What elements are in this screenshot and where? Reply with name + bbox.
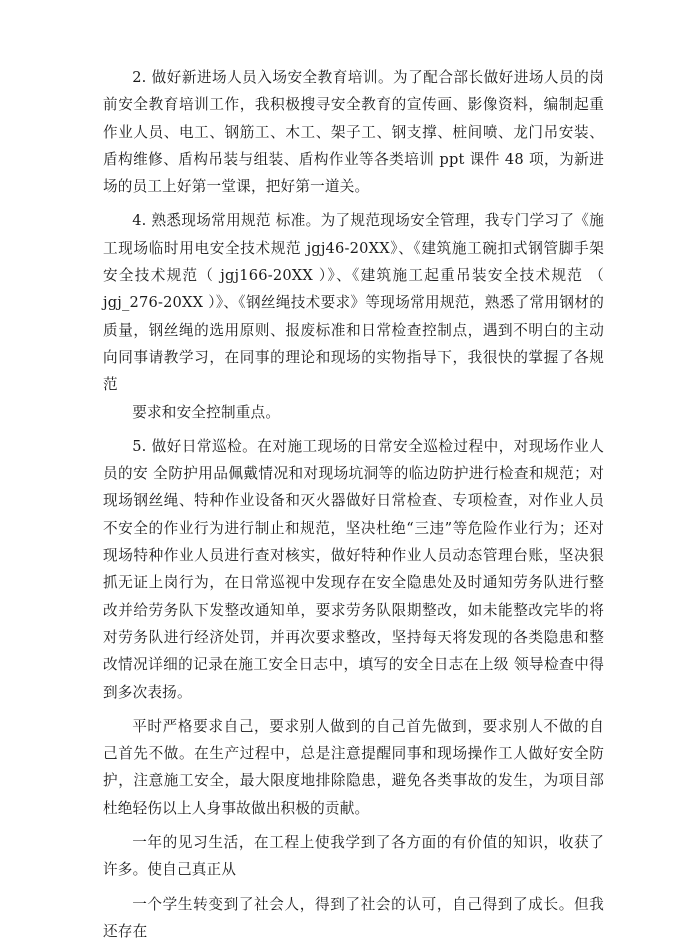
paragraph-standards: 4. 熟悉现场常用规范 标准。为了规范现场安全管理，我专门学习了《施工现场临时用电安全技术规范 jgj46-20XX》、《建筑施工碗扣式钢管脚手架安全技术规范（ jgj166-20XX ）》、《建筑施工起重吊装安全技术规范 （ jgj_276-20XX ）》、《钢丝绳技术要求》等现场常用规范，熟悉了常用钢材的质量，钢丝绳的选用原则、报废标准和日常检查控制点，遇到不明白的主动向同事请教学习，在同事的理论和现场的实物指导下，我很快的掌握了各规范	[103, 212, 604, 394]
paragraph-internship-summary: 一年的见习生活，在工程上使我学到了各方面的有价值的知识，收获了许多。使自己真正从	[103, 834, 604, 879]
paragraph-daily-inspection: 5. 做好日常巡检。在对施工现场的日常安全巡检过程中，对现场作业人员的安 全防护用品佩戴情况和对现场坑洞等的临边防护进行检查和规范；对现场钢丝绳、特种作业设备和灭火器做好日常检查、专项检查，对作业人员不安全的作业行为进行制止和规范，坚决杜绝“三违”等危险作业行为；还对现场特种作业人员进行查对核实，做好特种作业人员动态管理台账，坚决狠抓无证上岗行为，在日常巡视中发现存在安全隐患处及时通知劳务队进行整改并给劳务队下发整改通知单，要求劳务队限期整改，如未能整改完毕的将对劳务队进行经济处罚，并再次要求整改，坚持每天将发现的各类隐患和整改情况详细的记录在施工安全日志中，填写的安全日志在上级 领导检查中得到多次表扬。	[103, 437, 604, 701]
paragraph-standards-continued: 要求和安全控制重点。	[132, 403, 281, 421]
paragraph-self-discipline: 平时严格要求自己，要求别人做到的自己首先做到，要求别人不做的自己首先不做。在生产过程中，总是注意提醒同事和现场操作工人做好安全防护，注意施工安全，最大限度地排除隐患，避免各类事故的发生，为项目部杜绝轻伤以上人身事故做出积极的贡献。	[103, 717, 604, 817]
paragraph-growth: 一个学生转变到了社会人，得到了社会的认可，自己得到了成长。但我还存在	[103, 895, 604, 940]
paragraph-training: 2. 做好新进场人员入场安全教育培训。为了配合部长做好进场人员的岗前安全教育培训工作，我积极搜寻安全教育的宣传画、影像资料，编制起重作业人员、电工、钢筋工、木工、架子工、钢支撑、桩间喷、龙门吊安装、盾构维修、盾构吊装与组装、盾构作业等各类培训 ppt 课件 48 项，为新进场的员工上好第一堂课，把好第一道关。	[103, 69, 604, 196]
